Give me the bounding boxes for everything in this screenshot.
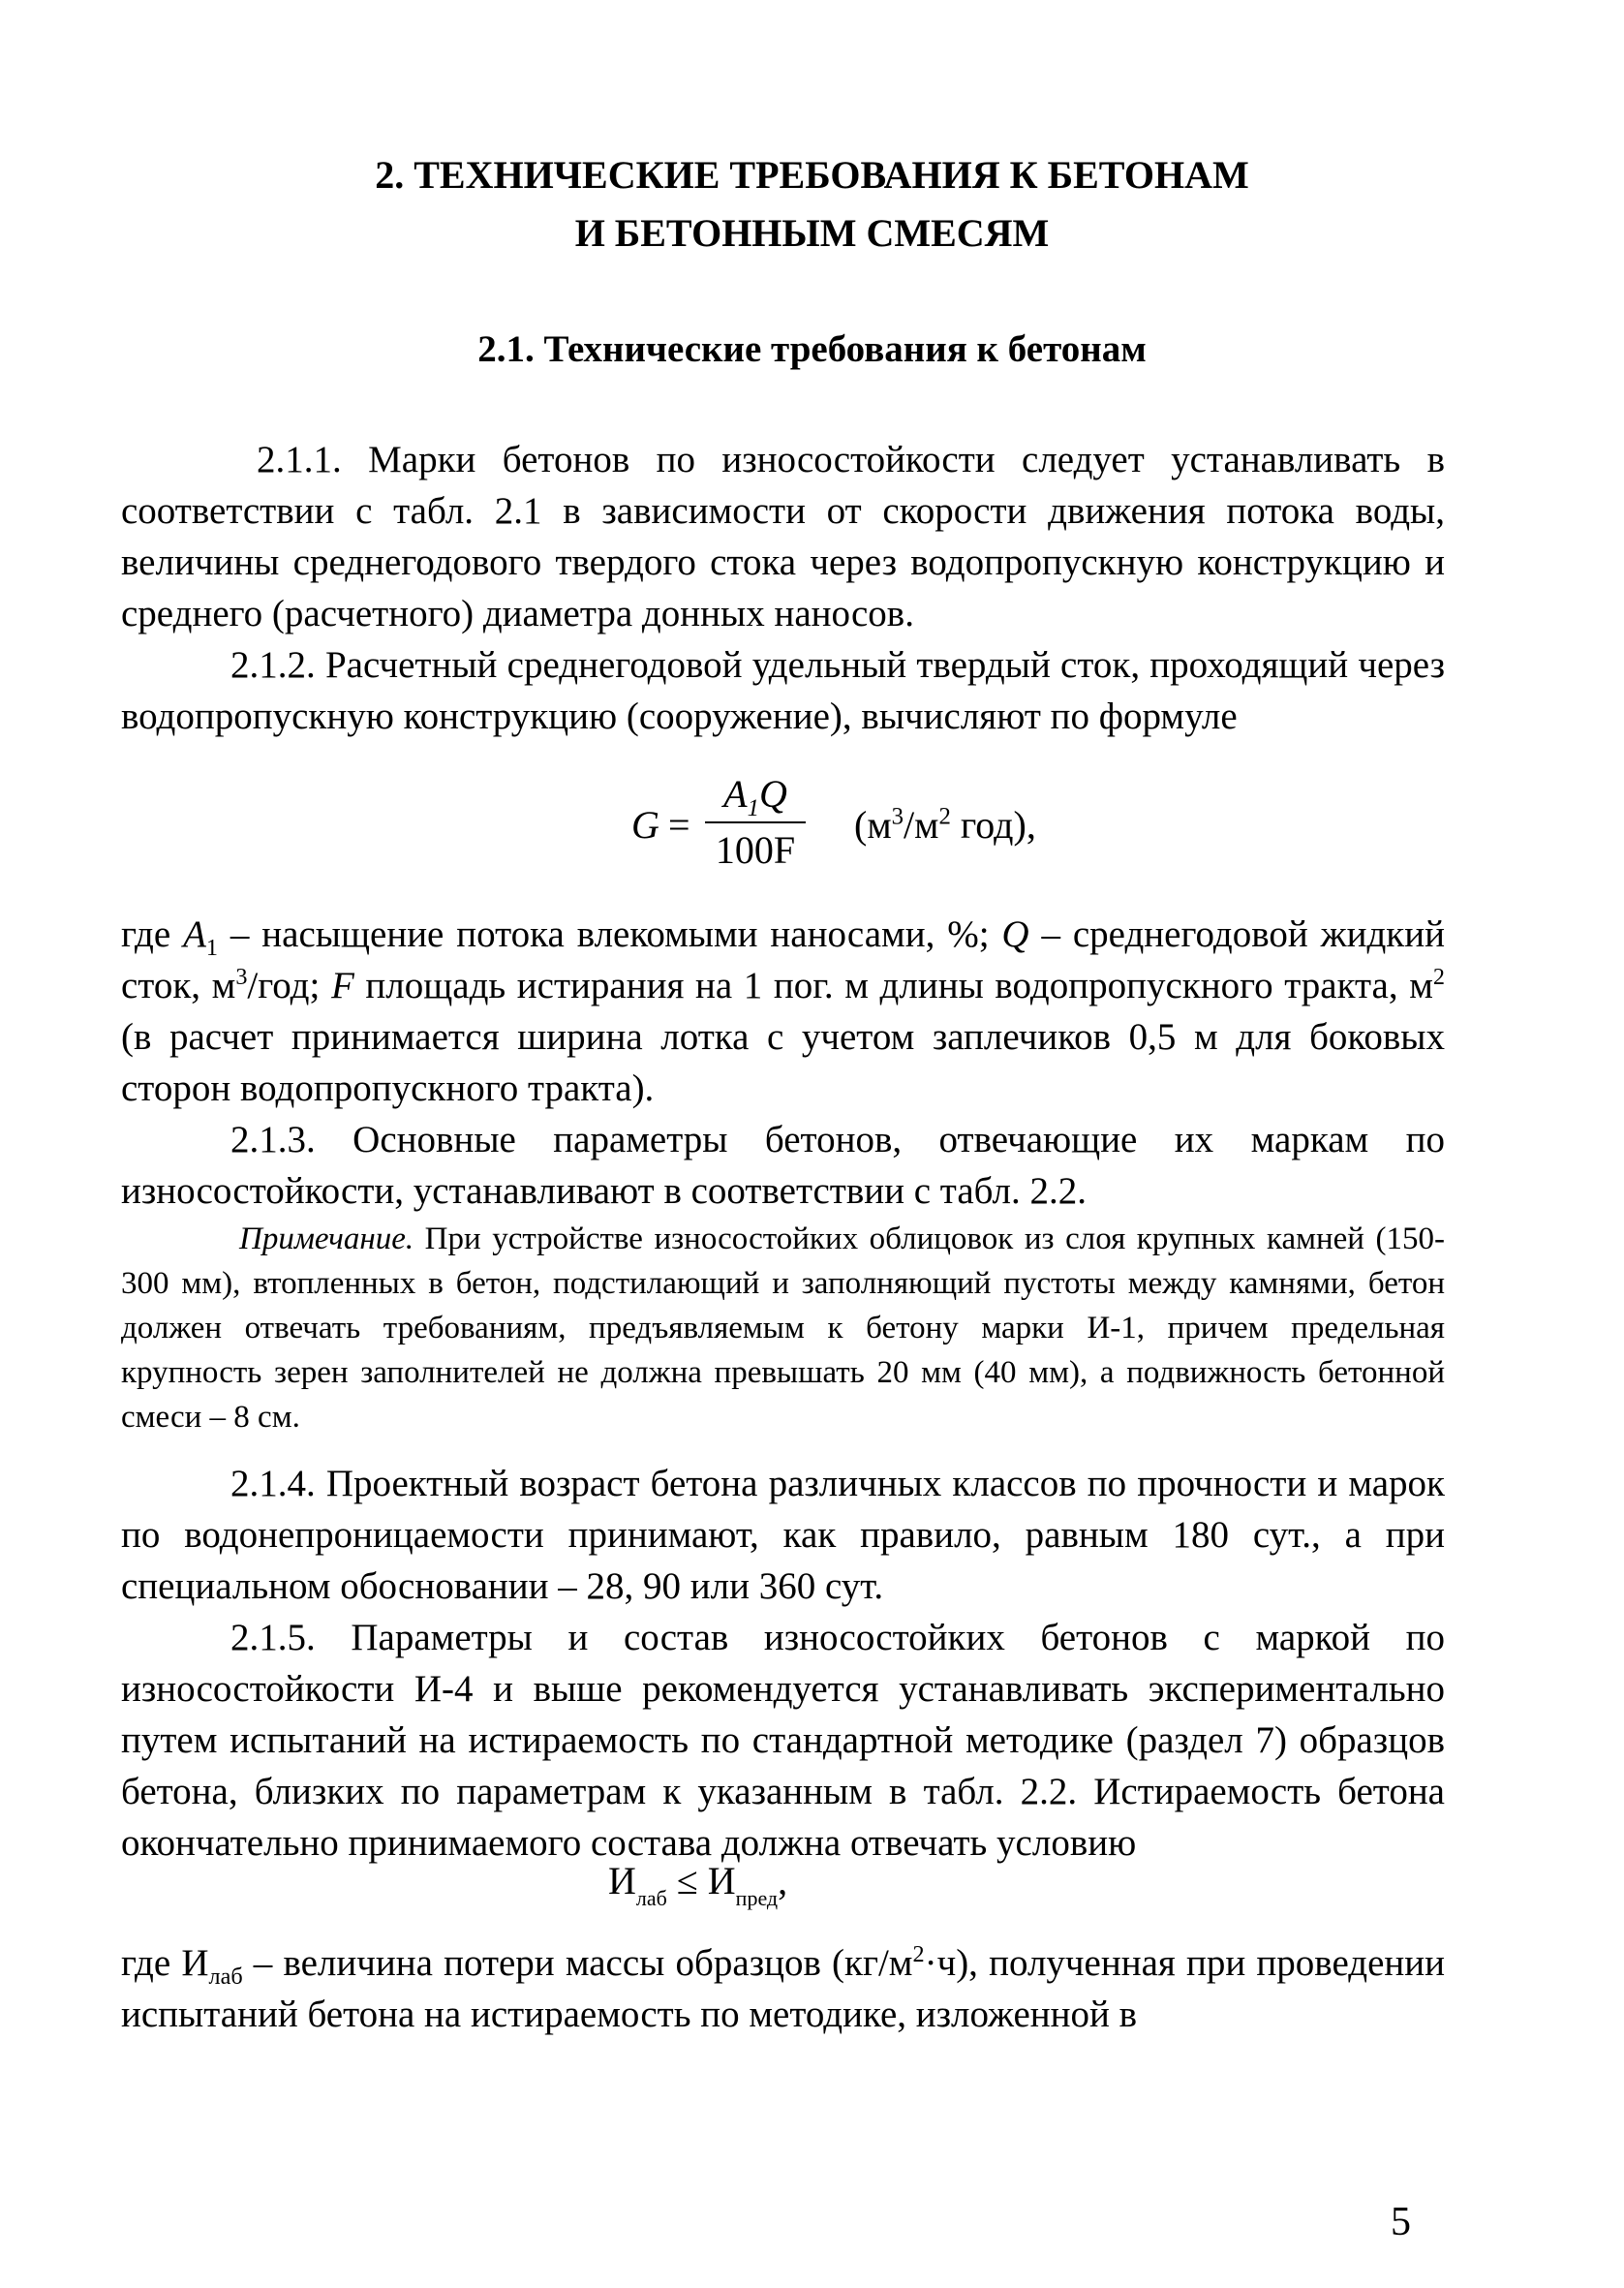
paragraph-2-1-4: 2.1.4. Проектный возраст бетона различных классов по прочности и марок по водонепроницаемости принимают, как правило, равным 180 сут., а при специальном обосновании – 28, 90 или 360 сут.: [121, 1463, 1445, 1607]
formula-lhs: G: [631, 803, 659, 847]
note-text: При устройстве износостойких облицовок из слоя крупных камней (150-300 мм), втопленных в бетон, подстилающий и заполняющий пустоты между камнями, бетон должен отвечать требованиям, предъявляемым к бетону марки И-1, причем предельная крупность зерен заполнителей не должна превышать 20 мм (40 мм), а подвижность бетонной смеси – 8 см.: [121, 1221, 1445, 1435]
paragraph-2-1-5: 2.1.5. Параметры и состав износостойких бетонов с маркой по износостойкости И-4 и выше рекомендуется устанавливать экспериментально путем испытаний на истираемость по стандартной методике (раздел 7) образцов бетона, близких по параметрам к указанным в табл. 2.2. Истираемость бетона окончательно принимаемого состава должна отвечать условию: [121, 1617, 1445, 1864]
formula-solid-runoff: [0, 765, 1624, 881]
formula-explanation-1: где $A_1$ – насыщение потока влекомыми наносами, %; Q – среднегодовой жидкий сток, $м^3$/год; F площадь истирания на 1 пог. м длины водопропускного тракта, $м^2$ (в расчет принимается ширина лотка с учетом заплечиков 0,5 м для боковых сторон водопропускного тракта).: [121, 913, 1445, 1109]
note-block: [121, 1217, 1445, 1439]
page-number: 5: [1391, 2200, 1411, 2244]
paragraph-2-1-2: 2.1.2. Расчетный среднегодовой удельный твердый сток, проходящий через водопропускную конструкцию (сооружение), вычисляют по формуле: [121, 644, 1445, 737]
section-title-line2: И БЕТОННЫМ СМЕСЯМ: [574, 211, 1050, 255]
formula-denominator: 100F: [715, 828, 796, 872]
paragraph-2-1-1: 2.1.1. Марки бетонов по износостойкости следует устанавливать в соответствии с табл. 2.1 в зависимости от скорости движения потока воды, величины среднегодового твердого стока через водопропускную конструкцию и среднего (расчетного) диаметра донных наносов.: [121, 439, 1445, 634]
formula-explanation-2: где $И_{лаб}$ – величина потери массы образцов $(кг/м^2\cdot ч)$, полученная при проведении испытаний бетона на истираемость по методике, изложенной в: [121, 1941, 1446, 2035]
formula-abrasion-condition: $И_{лаб} \le И_{пред}$,: [608, 1859, 788, 1911]
formula-eq: =: [668, 803, 690, 847]
subsection-title: 2.1. Технические требования к бетонам: [477, 328, 1147, 370]
formula-units: ($м^3/м^2$ год),: [854, 803, 1036, 847]
formula-numerator: $A_1Q$: [723, 772, 787, 821]
fraction-bar: [705, 821, 806, 823]
paragraph-2-1-3: 2.1.3. Основные параметры бетонов, отвечающие их маркам по износостойкости, устанавливают в соответствии с табл. 2.2.: [121, 1119, 1445, 1212]
section-title-line1: 2. ТЕХНИЧЕСКИЕ ТРЕБОВАНИЯ К БЕТОНАМ: [375, 153, 1249, 197]
note-label: Примечание.: [239, 1221, 414, 1256]
